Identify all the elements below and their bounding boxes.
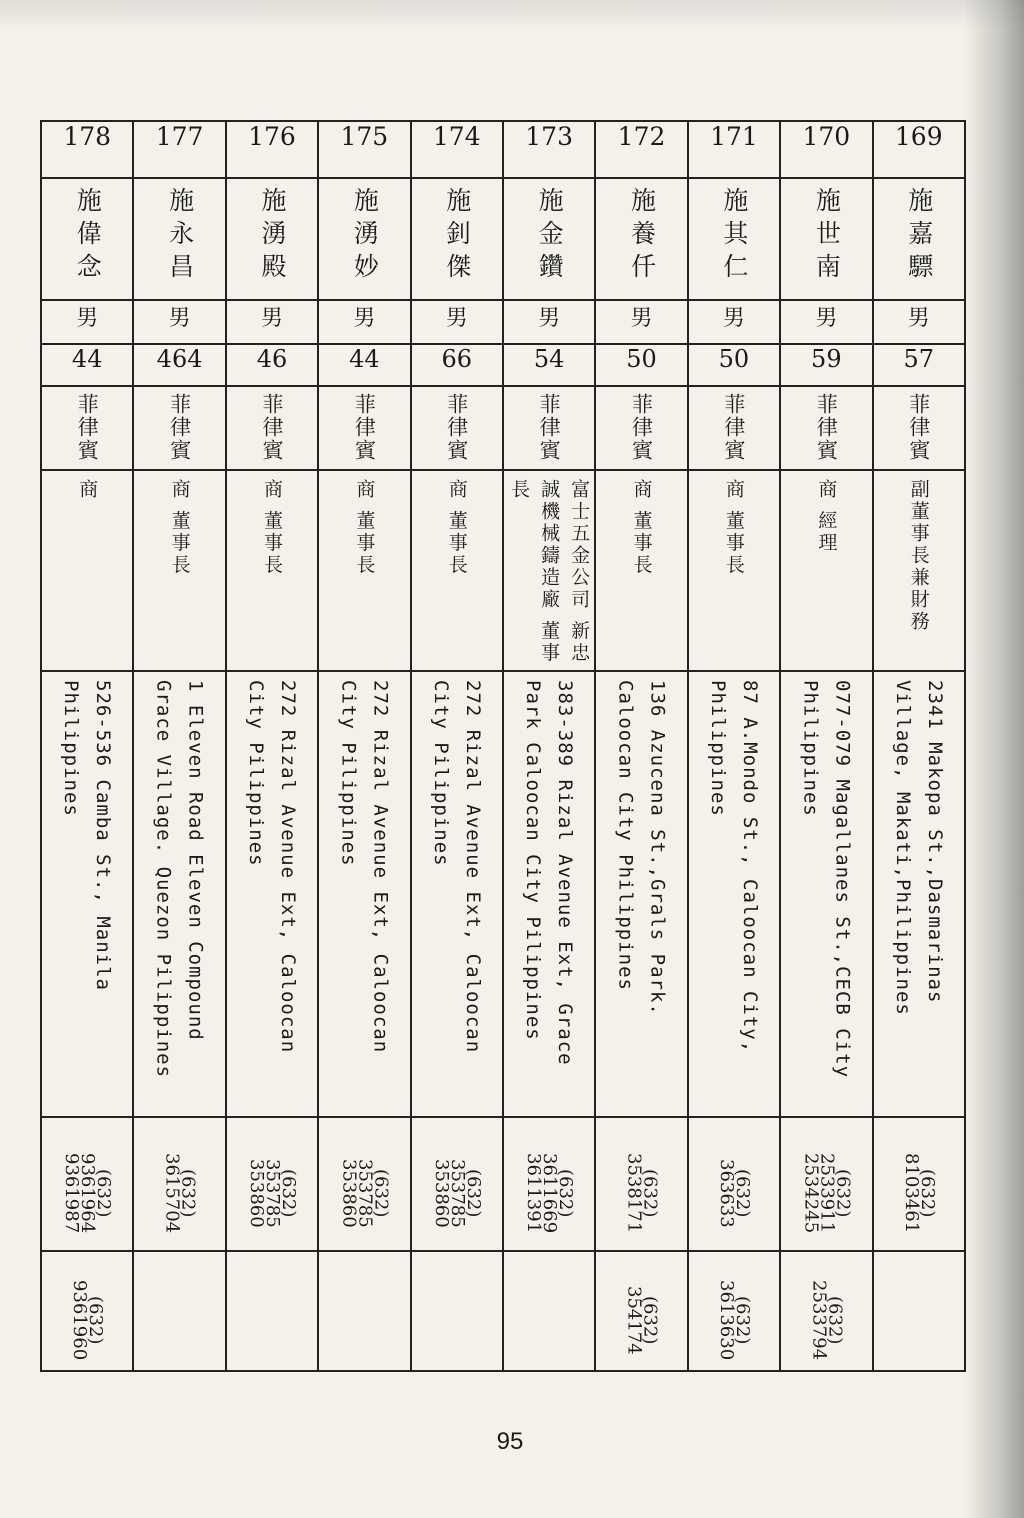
entry-telephone: (632) 8103461 [900, 1152, 938, 1234]
cell-entry-name [780, 178, 872, 300]
cell-entry-sex [873, 300, 965, 344]
scan-top-shadow [0, 0, 1024, 30]
cell-entry-age [318, 344, 410, 386]
entry-address: 2341 Makopa St.,Dasmarinas Village, Makati,Philippines [891, 680, 946, 1016]
cell-entry-number [503, 121, 595, 178]
row-age [41, 344, 965, 386]
entry-age: 50 [626, 345, 657, 373]
entry-nationality: 菲律賓 [352, 393, 377, 462]
entry-sex: 男 [538, 306, 561, 331]
entry-number: 176 [248, 122, 296, 151]
entry-occupation: 商 董事長 [445, 479, 468, 577]
cell-entry-telephone-2 [318, 1251, 410, 1371]
cell-entry-nationality [411, 386, 503, 470]
cell-entry-telephone [595, 1117, 687, 1251]
directory-table [40, 120, 966, 1372]
cell-entry-telephone-2 [503, 1251, 595, 1371]
cell-entry-name [41, 178, 133, 300]
entry-telephone: (632) 353785 353860 [430, 1158, 484, 1228]
cell-entry-address [318, 671, 410, 1117]
entry-number: 174 [432, 122, 481, 151]
cell-entry-number [688, 121, 780, 178]
entry-occupation: 商 經理 [815, 479, 838, 555]
cell-entry-age [688, 344, 780, 386]
cell-entry-number [873, 121, 965, 178]
entry-name: 施其仁 [719, 187, 749, 286]
row-sex [41, 300, 965, 344]
cell-entry-occupation [595, 470, 687, 671]
cell-entry-address [873, 671, 965, 1117]
cell-entry-sex [41, 300, 133, 344]
entry-telephone: (632) 3615704 [161, 1152, 199, 1234]
entry-name: 施釗傑 [442, 187, 472, 286]
cell-entry-address [780, 671, 872, 1117]
cell-entry-occupation [226, 470, 318, 671]
scan-edge-shadow [964, 0, 1024, 1518]
cell-entry-address [411, 671, 503, 1117]
cell-entry-sex [780, 300, 872, 344]
cell-entry-age [873, 344, 965, 386]
cell-entry-sex [595, 300, 687, 344]
cell-entry-telephone-2 [226, 1251, 318, 1371]
page-number: 95 [496, 1428, 524, 1455]
cell-entry-sex [318, 300, 410, 344]
entry-occupation: 商 董事長 [168, 479, 191, 577]
cell-entry-occupation [133, 470, 225, 671]
entry-telephone-2: (632) 3613630 [715, 1279, 753, 1361]
cell-entry-telephone-2 [780, 1251, 872, 1371]
cell-entry-age [41, 344, 133, 386]
entry-sex: 男 [630, 306, 653, 331]
row-telephone [41, 1117, 965, 1251]
entry-address: 136 Azucena St.,Grals Park. Caloocan City Philippines [614, 680, 669, 1016]
entry-age: 44 [71, 345, 103, 373]
row-nationality [41, 386, 965, 470]
cell-entry-age [595, 344, 687, 386]
cell-entry-number [133, 121, 225, 178]
cell-entry-number [41, 121, 133, 178]
entry-name: 施金鑽 [535, 187, 565, 286]
row-address [41, 671, 965, 1117]
cell-entry-telephone-2 [133, 1251, 225, 1371]
entry-age: 50 [718, 345, 750, 373]
cell-entry-number [318, 121, 410, 178]
entry-telephone: (632) 2533911 2534245 [800, 1152, 854, 1234]
entry-address: 1 Eleven Road Eleven Compound Grace Village. Quezon Pilippines [152, 680, 207, 1079]
entry-number: 175 [340, 122, 389, 151]
entry-nationality: 菲律賓 [906, 393, 931, 462]
entry-name: 施嘉驃 [904, 187, 934, 286]
entry-address: 272 Rizal Avenue Ext, Caloocan City Pilippines [337, 680, 392, 1054]
entry-sex: 男 [722, 306, 745, 331]
cell-entry-name [688, 178, 780, 300]
cell-entry-name [411, 178, 503, 300]
entry-number: 171 [710, 122, 758, 151]
entry-age: 66 [441, 345, 473, 373]
entry-sex: 男 [353, 306, 376, 331]
entry-occupation: 富士五金公司 新忠誠機械鑄造廠 董事長 [508, 479, 591, 665]
cell-entry-occupation [873, 470, 965, 671]
cell-entry-nationality [688, 386, 780, 470]
cell-entry-address [688, 671, 780, 1117]
entry-sex: 男 [168, 306, 191, 331]
cell-entry-telephone [780, 1117, 872, 1251]
cell-entry-age [503, 344, 595, 386]
cell-entry-telephone-2 [411, 1251, 503, 1371]
entry-number: 172 [617, 122, 666, 151]
entry-nationality: 菲律賓 [629, 393, 654, 462]
entry-address: 272 Rizal Avenue Ext, Caloocan City Pilippines [429, 680, 484, 1054]
cell-entry-occupation [318, 470, 410, 671]
cell-entry-telephone [411, 1117, 503, 1251]
entry-number: 173 [525, 122, 573, 151]
cell-entry-nationality [780, 386, 872, 470]
entry-telephone: (632) 353785 353860 [245, 1158, 299, 1228]
cell-entry-nationality [226, 386, 318, 470]
cell-entry-telephone [503, 1117, 595, 1251]
cell-entry-age [411, 344, 503, 386]
cell-entry-nationality [503, 386, 595, 470]
entry-number: 178 [63, 122, 112, 151]
entry-number: 177 [155, 122, 204, 151]
cell-entry-name [226, 178, 318, 300]
row-name [41, 178, 965, 300]
entry-sex: 男 [76, 306, 99, 331]
entry-name: 施偉念 [73, 187, 103, 286]
entry-name: 施永昌 [165, 187, 195, 286]
entry-age: 464 [156, 345, 203, 373]
entry-number: 169 [894, 122, 943, 151]
entry-sex: 男 [260, 306, 283, 331]
cell-entry-name [133, 178, 225, 300]
cell-entry-telephone [873, 1117, 965, 1251]
entry-occupation: 商 董事長 [260, 479, 283, 577]
cell-entry-sex [503, 300, 595, 344]
entry-telephone-2: (632) 9361960 [69, 1279, 107, 1361]
entry-age: 54 [533, 345, 565, 373]
entry-sex: 男 [815, 306, 838, 331]
cell-entry-age [780, 344, 872, 386]
cell-entry-telephone-2 [41, 1251, 133, 1371]
cell-entry-sex [411, 300, 503, 344]
entry-sex: 男 [445, 306, 468, 331]
cell-entry-address [595, 671, 687, 1117]
entry-nationality: 菲律賓 [814, 393, 839, 462]
cell-entry-telephone-2 [688, 1251, 780, 1371]
entry-age: 46 [256, 345, 288, 373]
cell-entry-occupation [411, 470, 503, 671]
row-occupation [41, 470, 965, 671]
entry-nationality: 菲律賓 [259, 393, 284, 462]
cell-entry-telephone-2 [595, 1251, 687, 1371]
entry-telephone: (632) 3538171 [623, 1152, 661, 1234]
entry-address: 383-389 Rizal Avenue Ext, Grace Park Caloocan City Pilippines [522, 680, 577, 1066]
cell-entry-telephone-2 [873, 1251, 965, 1371]
entry-address: 87 A.Mondo St., Caloocan City, Philippines [706, 680, 761, 1054]
entry-telephone: (632) 363633 [715, 1158, 753, 1228]
cell-entry-sex [688, 300, 780, 344]
cell-entry-number [226, 121, 318, 178]
cell-entry-address [41, 671, 133, 1117]
entry-telephone: (632) 353785 353860 [338, 1158, 392, 1228]
entry-nationality: 菲律賓 [721, 393, 746, 462]
entry-nationality: 菲律賓 [75, 393, 100, 462]
cell-entry-nationality [41, 386, 133, 470]
entry-name: 施世南 [812, 187, 842, 286]
cell-entry-name [318, 178, 410, 300]
entry-nationality: 菲律賓 [167, 393, 192, 462]
entry-age: 44 [349, 345, 380, 373]
row-telephone-2 [41, 1251, 965, 1371]
entry-telephone-2: (632) 354174 [623, 1285, 661, 1355]
entry-telephone: (632) 9361964 9361987 [61, 1152, 115, 1234]
entry-occupation: 商 董事長 [722, 479, 745, 577]
cell-entry-telephone [133, 1117, 225, 1251]
entry-name: 施湧妙 [350, 187, 380, 286]
cell-entry-number [595, 121, 687, 178]
entry-address: 526-536 Camba St., Manila Philippines [60, 680, 115, 991]
cell-entry-address [226, 671, 318, 1117]
cell-entry-age [226, 344, 318, 386]
entry-age: 57 [903, 345, 935, 373]
entry-nationality: 菲律賓 [537, 393, 562, 462]
cell-entry-nationality [133, 386, 225, 470]
entry-occupation: 商 董事長 [630, 479, 653, 577]
cell-entry-number [411, 121, 503, 178]
entry-telephone-2: (632) 2533794 [808, 1279, 846, 1361]
cell-entry-address [503, 671, 595, 1117]
cell-entry-occupation [688, 470, 780, 671]
cell-entry-name [503, 178, 595, 300]
entry-telephone: (632) 3611669 3611391 [523, 1152, 577, 1234]
entry-age: 59 [811, 345, 842, 373]
cell-entry-occupation [41, 470, 133, 671]
entry-sex: 男 [907, 306, 930, 331]
row-number [41, 121, 965, 178]
entry-name: 施湧殿 [257, 187, 287, 286]
cell-entry-name [873, 178, 965, 300]
cell-entry-sex [133, 300, 225, 344]
entry-address: 272 Rizal Avenue Ext, Caloocan City Pilippines [244, 680, 299, 1054]
cell-entry-telephone [318, 1117, 410, 1251]
cell-entry-nationality [873, 386, 965, 470]
cell-entry-nationality [318, 386, 410, 470]
cell-entry-number [780, 121, 872, 178]
cell-entry-telephone [226, 1117, 318, 1251]
entry-name: 施養仟 [627, 187, 657, 286]
entry-address: 077-079 Magallanes St.,CECB City Philippines [799, 680, 854, 1079]
cell-entry-nationality [595, 386, 687, 470]
cell-entry-address [133, 671, 225, 1117]
cell-entry-occupation [780, 470, 872, 671]
entry-occupation: 商 [76, 479, 99, 501]
entry-occupation: 商 董事長 [353, 479, 376, 577]
entry-occupation: 副董事長兼財務 [907, 479, 930, 633]
cell-entry-telephone [688, 1117, 780, 1251]
cell-entry-age [133, 344, 225, 386]
cell-entry-occupation [503, 470, 595, 671]
cell-entry-sex [226, 300, 318, 344]
entry-number: 170 [802, 122, 851, 151]
cell-entry-telephone [41, 1117, 133, 1251]
cell-entry-name [595, 178, 687, 300]
entry-nationality: 菲律賓 [444, 393, 469, 462]
